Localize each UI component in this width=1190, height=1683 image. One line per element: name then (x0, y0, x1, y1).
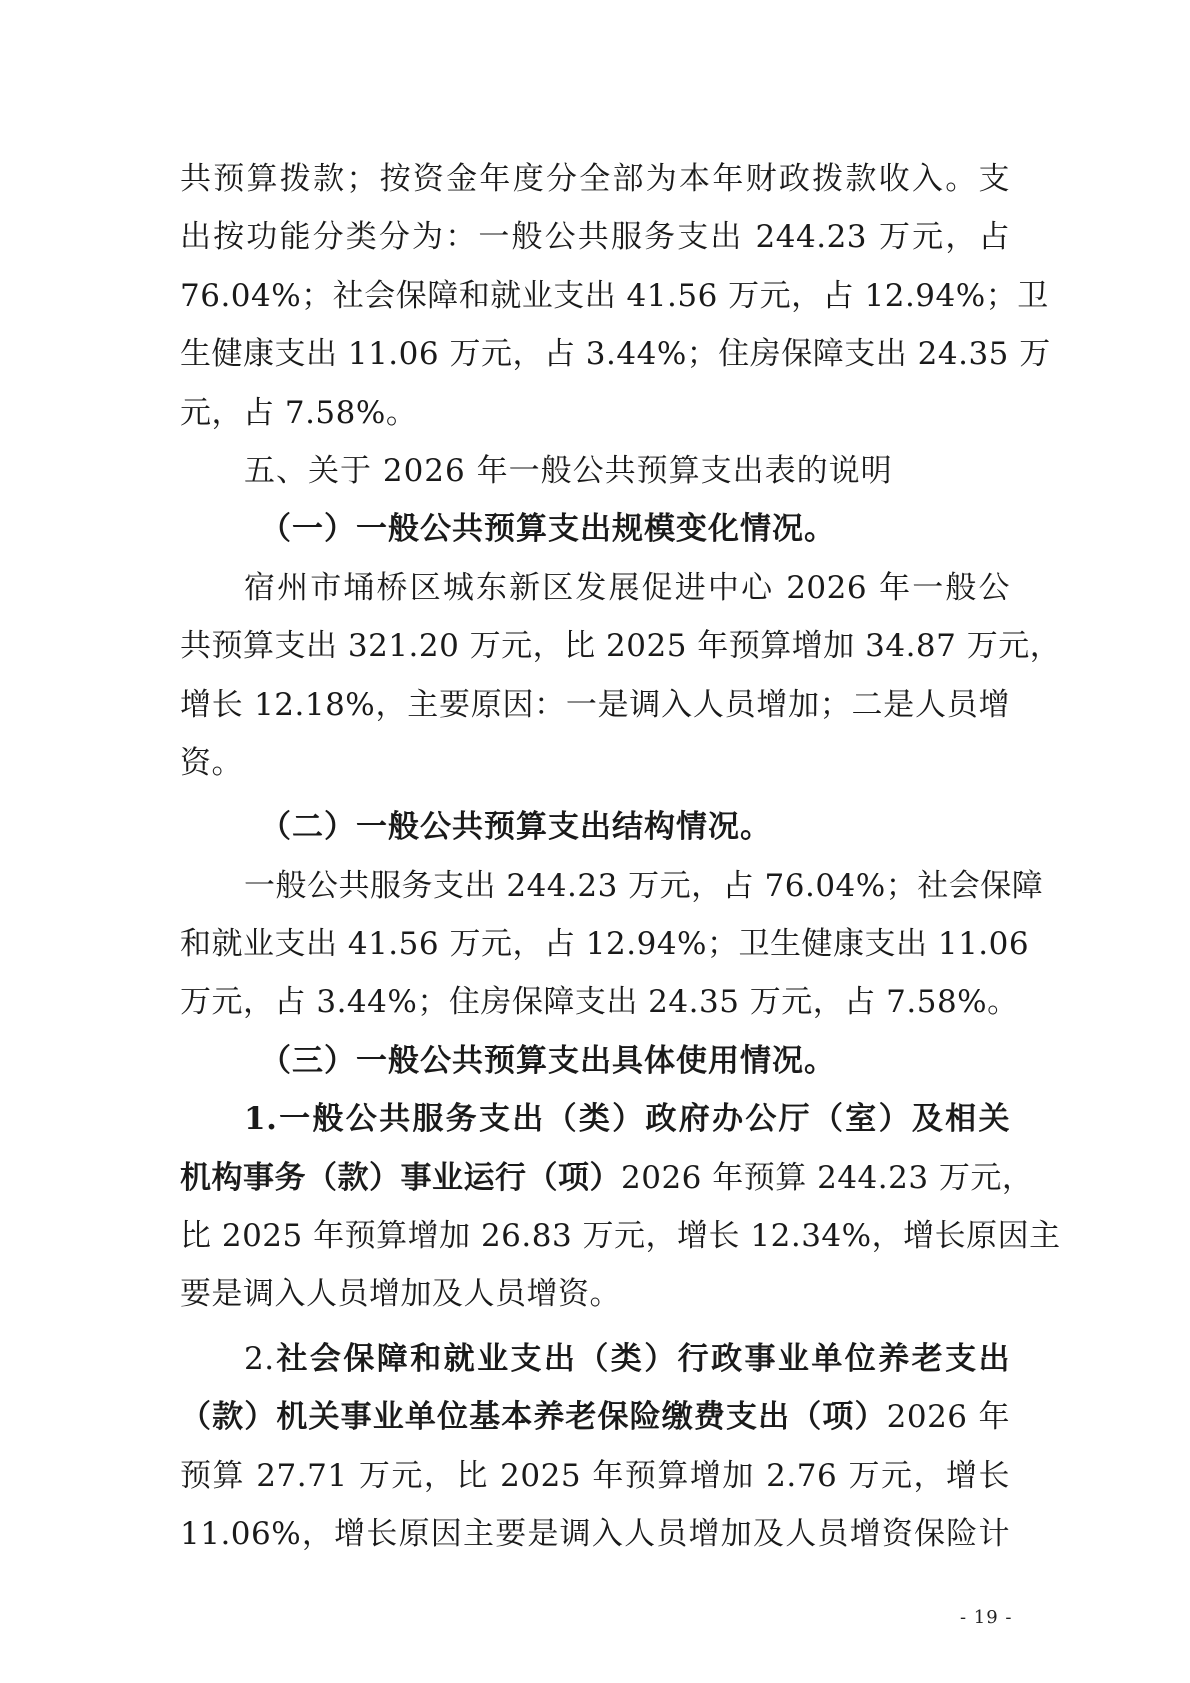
section-title: 五、关于 2026 年一般公共预算支出表的说明 (244, 452, 893, 489)
item-2-line: 11.06%，增长原因主要是调入人员增加及人员增资保险计 (180, 1515, 1010, 1552)
paragraph-line: 生健康支出 11.06 万元，占 3.44%；住房保障支出 24.35 万 (180, 336, 1051, 373)
item-1-title-line: 1.一般公共服务支出（类）政府办公厅（室）及相关 (244, 1101, 1010, 1138)
item-1-budget-text: 2026 年预算 244.23 万元， (621, 1159, 1034, 1196)
paragraph-line: 元，占 7.58%。 (180, 394, 418, 431)
paragraph-line: 万元，占 3.44%；住房保障支出 24.35 万元，占 7.58%。 (180, 984, 1019, 1021)
item-1-line: 比 2025 年预算增加 26.83 万元，增长 12.34%，增长原因主 (180, 1218, 1061, 1255)
item-1-line (180, 1149, 1034, 1207)
item-1-title-continued: 机构事务（款）事业运行（项） (180, 1159, 621, 1196)
paragraph-line: 76.04%；社会保障和就业支出 41.56 万元，占 12.94%；卫 (180, 277, 1049, 314)
paragraph-line: 共预算拨款；按资金年度分全部为本年财政拨款收入。支 (180, 161, 1010, 197)
paragraph-line: 和就业支出 41.56 万元，占 12.94%；卫生健康支出 11.06 (180, 926, 1030, 963)
item-2-title: 社会保障和就业支出（类）行政事业单位养老支出 (274, 1340, 1010, 1377)
paragraph-line: 出按功能分类分为：一般公共服务支出 244.23 万元，占 (180, 219, 1010, 256)
item-1-line: 要是调入人员增加及人员增资。 (180, 1276, 621, 1313)
subsection-title-1: （一）一般公共预算支出规模变化情况。 (260, 511, 836, 548)
paragraph-line: 共预算支出 321.20 万元，比 2025 年预算增加 34.87 万元， (180, 628, 1062, 665)
item-2-title-continued: （款）机关事业单位基本养老保险缴费支出（项） (180, 1399, 887, 1436)
item-2-number: 2. (244, 1340, 275, 1377)
paragraph-line: 一般公共服务支出 244.23 万元，占 76.04%；社会保障 (244, 867, 1044, 904)
item-2-line (180, 1388, 1010, 1446)
item-2-year-text: 2026 年 (886, 1399, 1011, 1436)
subsection-title-2: （二）一般公共预算支出结构情况。 (260, 809, 772, 846)
subsection-title-3: （三）一般公共预算支出具体使用情况。 (260, 1042, 836, 1079)
item-2-line: 预算 27.71 万元，比 2025 年预算增加 2.76 万元，增长 (180, 1457, 1010, 1494)
paragraph-line: 宿州市埇桥区城东新区发展促进中心 2026 年一般公 (244, 569, 1010, 606)
paragraph-line: 资。 (180, 744, 243, 781)
item-2-title-line (180, 1330, 1010, 1388)
document-body (180, 150, 1062, 1563)
page-number: - 19 - (960, 1607, 1013, 1628)
paragraph-line: 增长 12.18%，主要原因：一是调入人员增加；二是人员增 (180, 686, 1010, 723)
